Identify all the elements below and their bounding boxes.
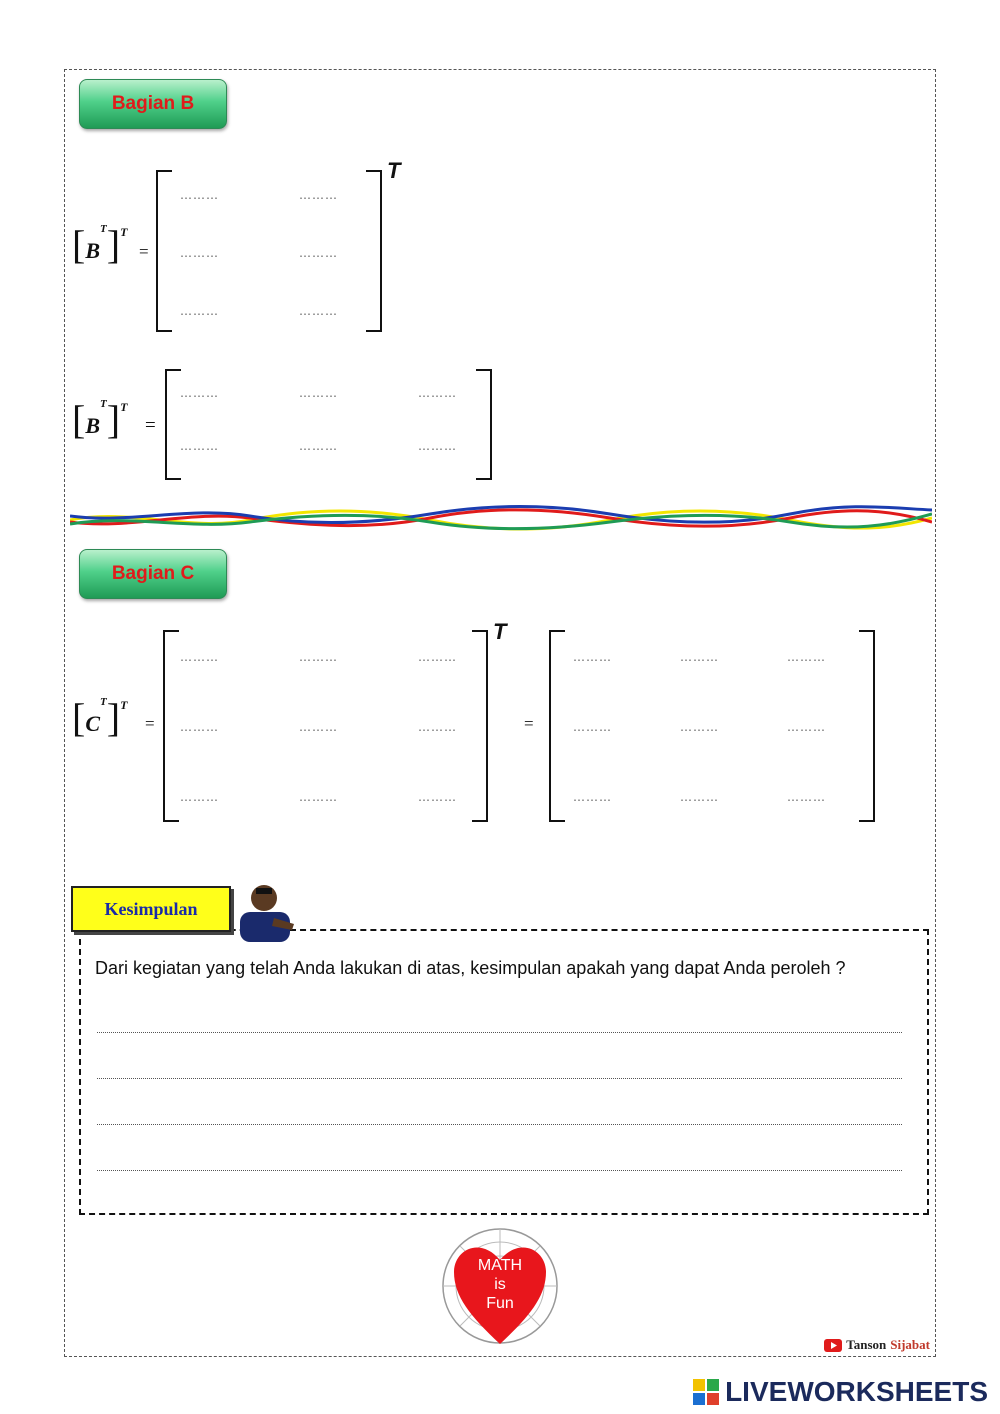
b-equals-1: = [139,242,149,261]
author-last: Sijabat [890,1337,930,1352]
section-c-heading [79,549,227,599]
badge-line-3: Fun [486,1295,514,1312]
b-m2-cell[interactable]: ……… [418,386,457,400]
answer-line-4[interactable] [97,1170,902,1171]
c-m2-cell[interactable]: ……… [680,650,719,664]
b-m2-cell[interactable]: ……… [180,386,219,400]
c-m1-cell[interactable]: ……… [180,720,219,734]
b-matrix-2 [165,369,492,480]
author-logo [824,1337,930,1353]
b-transpose-mark: T [387,158,401,183]
liveworksheets-logo[interactable] [693,1376,988,1408]
badge-line-2: is [494,1276,506,1293]
b-m1-cell[interactable]: ……… [180,188,219,202]
b-m1-cell[interactable]: ……… [180,246,219,260]
c-m2-cell[interactable]: ……… [787,720,826,734]
c-m2-cell[interactable]: ……… [787,790,826,804]
section-b-heading-letter: B [180,93,195,114]
c-matrix-2 [549,630,875,822]
b-lhs-out-sup: T [120,225,128,239]
liveworksheets-icon [693,1379,719,1405]
liveworksheets-text: LIVEWORKSHEETS [725,1376,988,1407]
b-m1-cell[interactable]: ……… [180,304,219,318]
c-m1-cell[interactable]: ……… [299,650,338,664]
c-m1-cell[interactable]: ……… [418,650,457,664]
c-lhs-var: C [85,711,101,736]
c-lhs-out-sup: T [120,698,128,712]
b-m1-cell[interactable]: ……… [299,246,338,260]
c-equals-1: = [145,714,155,733]
b-lhs-sup: T [100,398,107,410]
c-matrix-2-left-bracket [549,630,565,822]
conclusion-question: Dari kegiatan yang telah Anda lakukan di atas, kesimpulan apakah yang dapat Anda peroleh ? [95,958,846,978]
play-icon [824,1339,842,1352]
answer-line-3[interactable] [97,1124,902,1125]
b-m2-cell[interactable]: ……… [418,439,457,453]
answer-line-2[interactable] [97,1078,902,1079]
b-m2-cell[interactable]: ……… [180,439,219,453]
c-m1-cell[interactable]: ……… [180,650,219,664]
c-m2-cell[interactable]: ……… [680,790,719,804]
c-matrix-1-right-bracket [472,630,488,822]
b-m2-cell[interactable]: ……… [299,439,338,453]
teacher-avatar [234,878,298,942]
c-m2-cell[interactable]: ……… [787,650,826,664]
math-is-fun-badge [440,1226,560,1346]
c-m1-cell[interactable]: ……… [418,720,457,734]
c-matrix-1-left-bracket [163,630,179,822]
c-m2-cell[interactable]: ……… [680,720,719,734]
conclusion-heading: Kesimpulan [71,886,231,932]
c-m2-cell[interactable]: ……… [573,790,612,804]
c-m1-cell[interactable]: ……… [180,790,219,804]
c-equals-2: = [524,714,534,733]
c-m1-cell[interactable]: ……… [299,790,338,804]
b-matrix-1-right-bracket [366,170,382,332]
b-matrix-1-left-bracket [156,170,172,332]
c-lhs-sup: T [100,696,107,708]
section-c-heading-letter: C [180,563,195,584]
author-first: Tanson [846,1337,887,1352]
answer-line-1[interactable] [97,1032,902,1033]
c-matrix-1 [163,630,488,822]
b-equals-2: = [145,415,156,436]
c-matrix-2-right-bracket [859,630,875,822]
b-matrix-1 [156,170,382,332]
b-matrix-2-right-bracket [476,369,492,480]
c-m1-cell[interactable]: ……… [418,790,457,804]
section-b-heading [79,79,227,129]
wavy-divider [70,500,932,536]
b-lhs-var: B [85,413,101,438]
c-m1-cell[interactable]: ……… [299,720,338,734]
b-m2-cell[interactable]: ……… [299,386,338,400]
badge-text [440,1256,560,1313]
c-m2-cell[interactable]: ……… [573,650,612,664]
b-matrix-2-left-bracket [165,369,181,480]
b-lhs-sup: T [100,223,107,235]
b-lhs-expression-2: $[B^T]^T$ [72,397,128,442]
b-lhs-out-sup: T [120,400,128,414]
badge-line-1: MATH [477,1257,523,1274]
c-lhs-expression: $[C^T]^T$ [72,695,128,740]
b-m1-cell[interactable]: ……… [299,188,338,202]
c-transpose-mark: T [493,619,507,644]
section-c-heading-prefix: Bagian [111,563,181,584]
b-lhs-var: B [85,238,101,263]
section-b-heading-prefix: Bagian [111,93,181,114]
c-m2-cell[interactable]: ……… [573,720,612,734]
b-m1-cell[interactable]: ……… [299,304,338,318]
b-lhs-expression-1: $[B^T]^T$ [72,222,128,267]
